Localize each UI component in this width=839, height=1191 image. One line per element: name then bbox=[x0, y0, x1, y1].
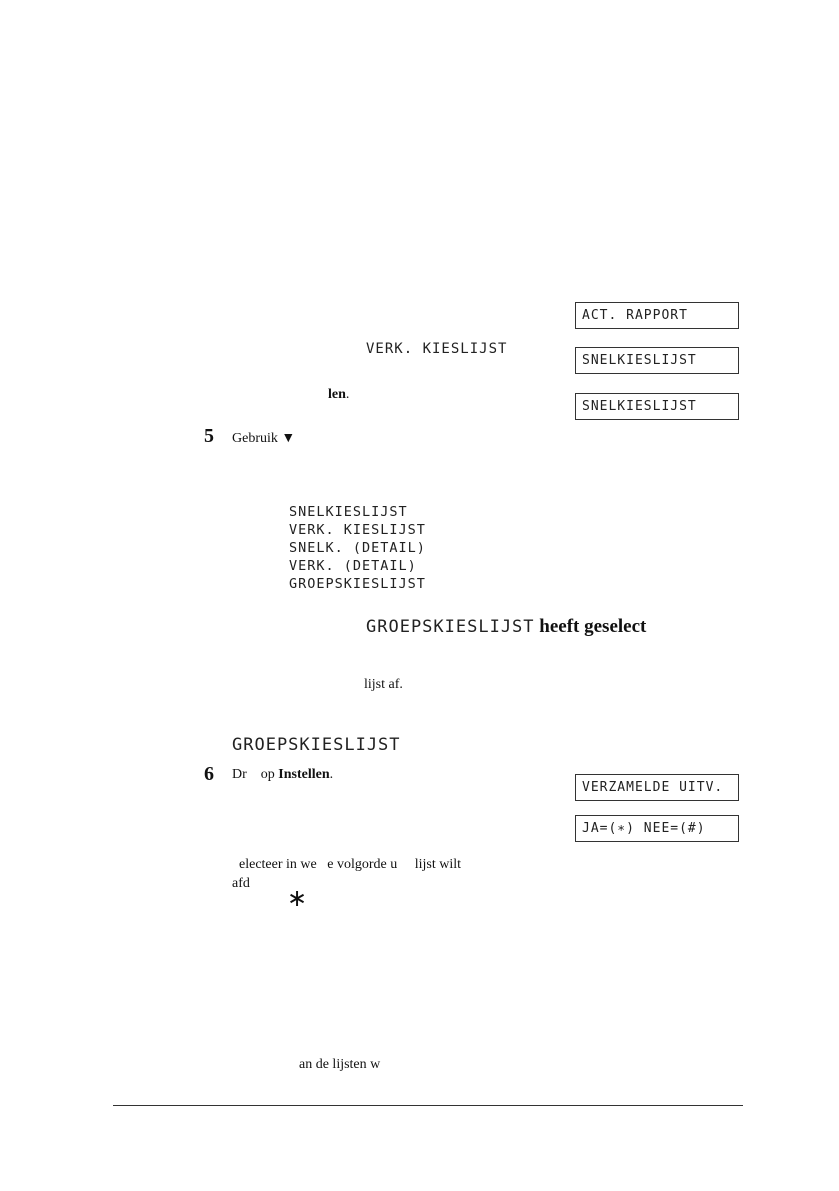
step-6-text bbox=[232, 767, 333, 783]
lcd-list-item: SNELK. (DETAIL) bbox=[289, 540, 426, 556]
bottom-text: an de lijsten w bbox=[299, 1057, 381, 1072]
lcd-panel-act-rapport: ACT. RAPPORT bbox=[575, 302, 739, 329]
selected-line bbox=[366, 616, 646, 638]
lijst-af-text: lijst af. bbox=[364, 677, 403, 692]
selected-line-lcd: GROEPSKIESLIJST bbox=[366, 617, 535, 637]
step-6-instellen: Instellen bbox=[278, 767, 330, 782]
len-fragment bbox=[328, 387, 349, 403]
step-6-period: . bbox=[329, 767, 334, 782]
step-5-text: Gebruik ▼ bbox=[232, 431, 296, 446]
asterisk-icon: ∗ bbox=[287, 884, 308, 912]
groepskieslijst-lcd: GROEPSKIESLIJST bbox=[232, 735, 401, 755]
len-bold: len bbox=[328, 387, 346, 402]
lcd-report-list bbox=[289, 503, 426, 593]
step-6-dr: Dr bbox=[232, 767, 247, 782]
lcd-panel-snelkieslijst: SNELKIESLIJST bbox=[575, 347, 739, 374]
lcd-list-item: VERK. KIESLIJST bbox=[289, 522, 426, 538]
selected-line-text: heeft geselect bbox=[534, 616, 647, 637]
lcd-list-item: VERK. (DETAIL) bbox=[289, 558, 417, 574]
len-period: . bbox=[345, 387, 350, 402]
lcd-panel-snelkieslijst-2: SNELKIESLIJST bbox=[575, 393, 739, 420]
lcd-panel-ja-nee: JA=(∗) NEE=(#) bbox=[575, 815, 739, 842]
lcd-list-item: SNELKIESLIJST bbox=[289, 504, 408, 520]
step-5-number: 5 bbox=[204, 425, 214, 447]
step-6-op: op bbox=[260, 767, 275, 782]
inline-lcd-verk-kieslijst: VERK. KIESLIJST bbox=[366, 341, 508, 357]
footer-rule bbox=[113, 1105, 743, 1106]
lcd-list-item: GROEPSKIESLIJST bbox=[289, 576, 426, 592]
lcd-panel-verzamelde: VERZAMELDE UITV. bbox=[575, 774, 739, 801]
step-6-number: 6 bbox=[204, 763, 214, 785]
selecteer-line-2: afd bbox=[232, 876, 250, 891]
selecteer-line-1: electeer in we e volgorde u lijst wilt bbox=[239, 857, 461, 872]
